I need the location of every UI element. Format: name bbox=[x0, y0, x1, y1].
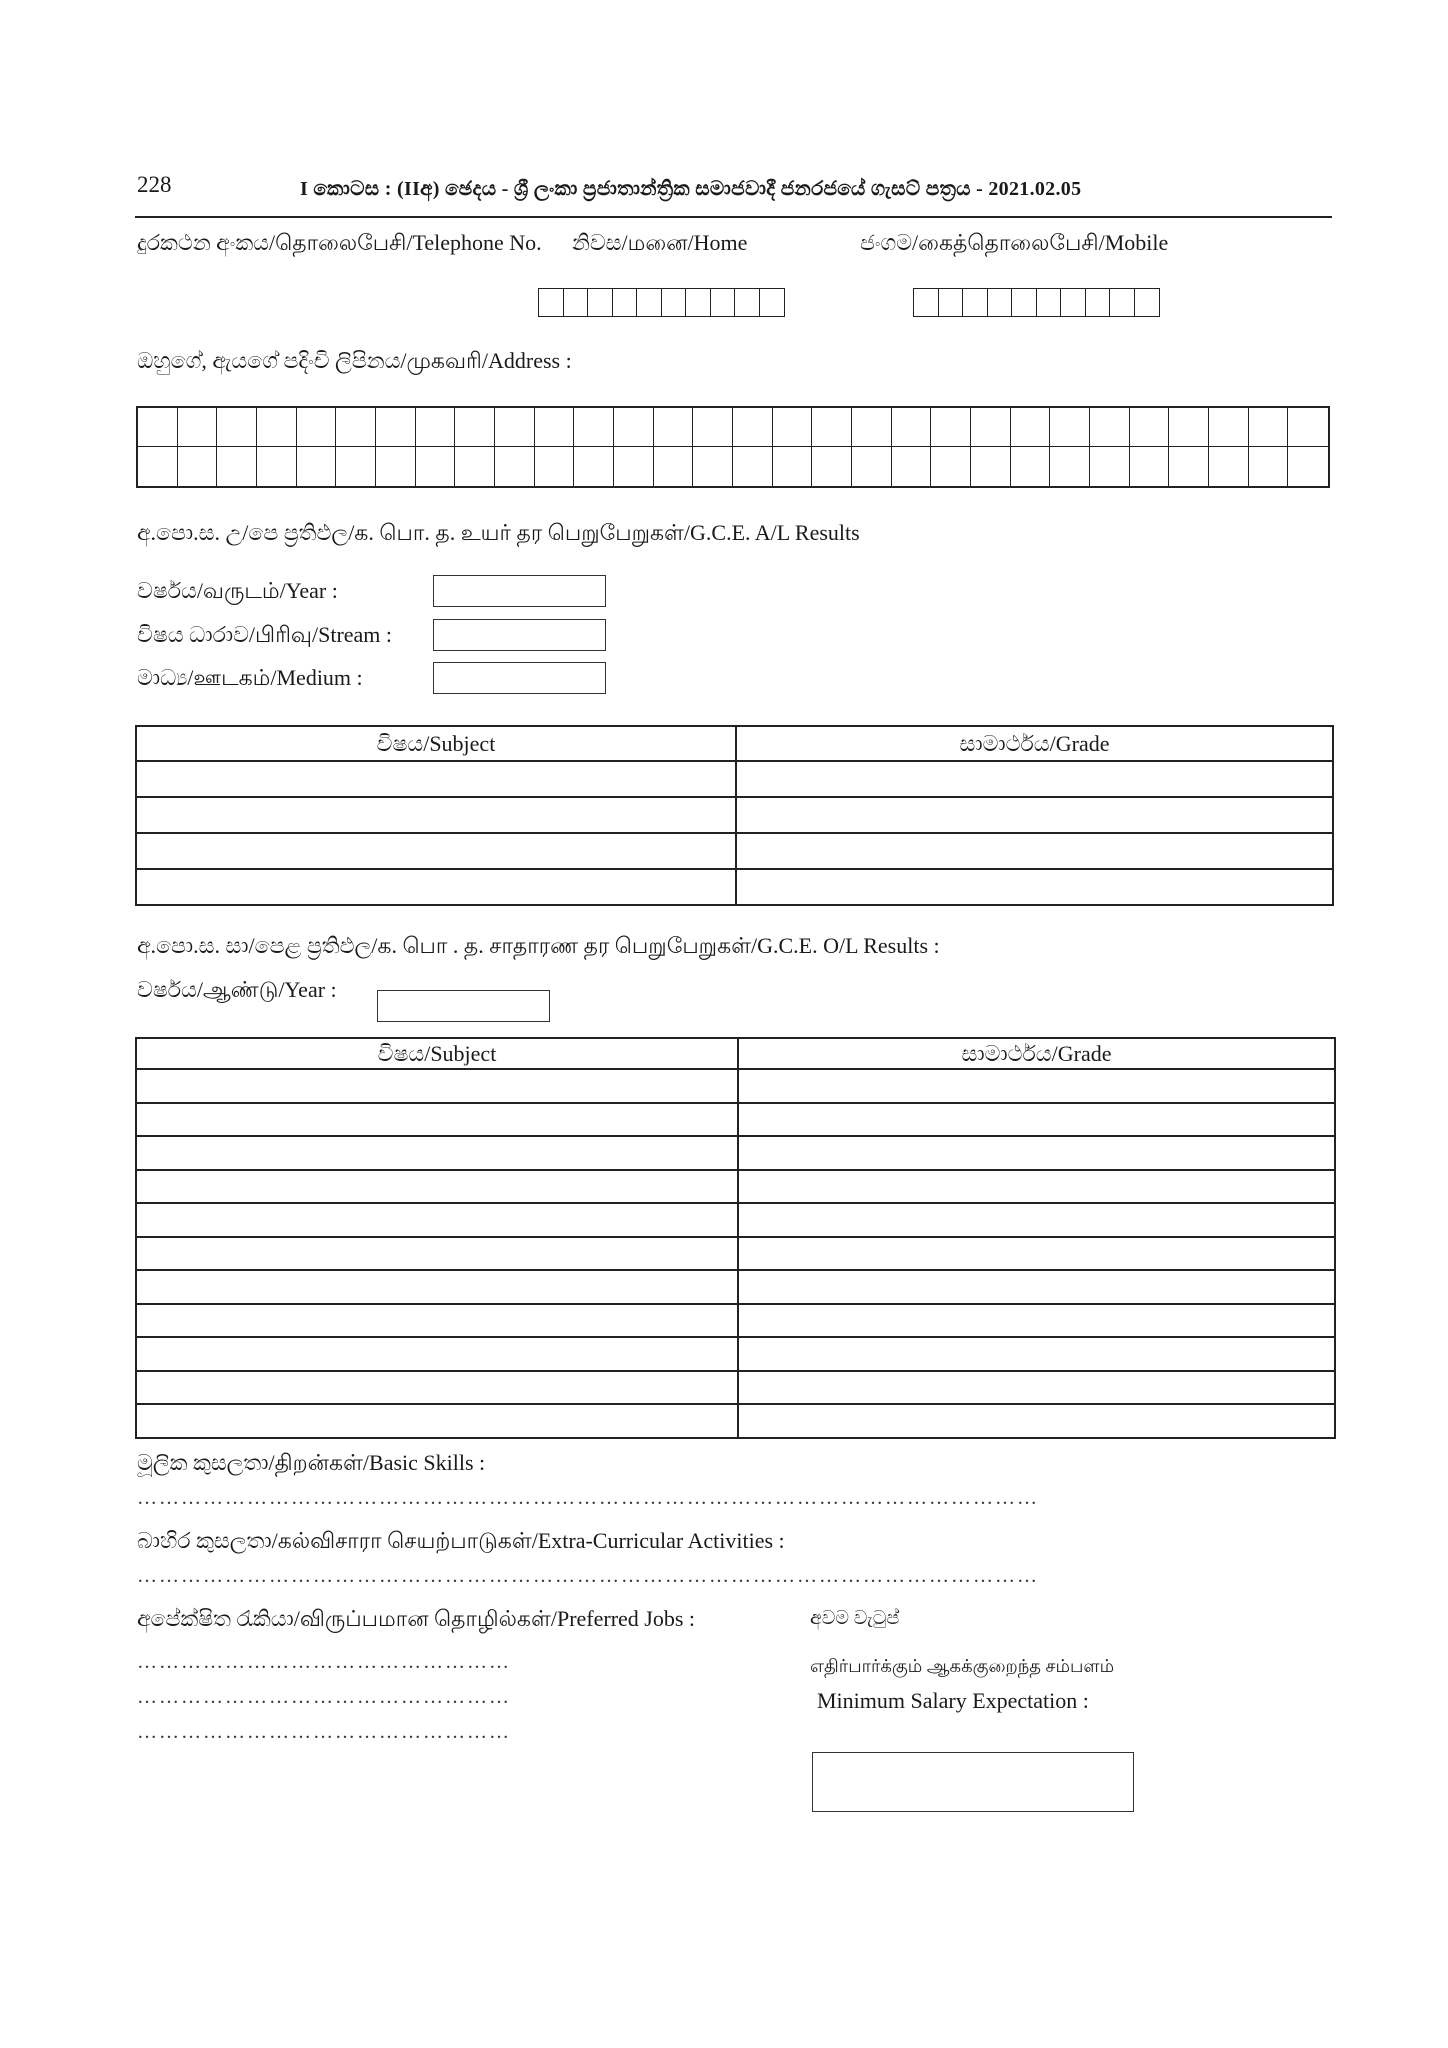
extra-curricular-label: බාහිර කුසලතා/கல்விசாரா செயற்பாடுகள்/Extra-Curricular Activities : bbox=[137, 1528, 785, 1553]
preferred-jobs-label: අපේක්ෂිත රැකියා/விருப்பமான தொழில்கள்/Preferred Jobs : bbox=[137, 1606, 696, 1631]
table-row bbox=[136, 1136, 1335, 1170]
address-char-cell[interactable] bbox=[812, 408, 852, 447]
ol-subject-cell[interactable] bbox=[136, 1170, 738, 1204]
al-subject-cell[interactable] bbox=[136, 761, 736, 797]
al-grade-cell[interactable] bbox=[736, 797, 1333, 833]
table-row bbox=[136, 833, 1333, 869]
ol-grade-cell[interactable] bbox=[738, 1371, 1335, 1405]
salary-tamil-label: எதிர்பார்க்கும் ஆகக்குறைந்த சம்பளம் bbox=[810, 1656, 1115, 1676]
header-divider bbox=[135, 216, 1332, 218]
al-year-label: වර්ෂය/வருடம்/Year : bbox=[137, 578, 338, 603]
address-char-cell[interactable] bbox=[773, 408, 813, 447]
address-char-cell[interactable] bbox=[1090, 408, 1130, 447]
address-char-cell[interactable] bbox=[376, 447, 416, 486]
al-stream-label: විෂය ධාරාව/பிரிவு/Stream : bbox=[137, 622, 393, 647]
al-medium-label: මාධ්‍ය/ஊடகம்/Medium : bbox=[137, 665, 363, 690]
address-char-cell[interactable] bbox=[654, 447, 694, 486]
address-char-cell[interactable] bbox=[535, 408, 575, 447]
address-char-cell[interactable] bbox=[138, 447, 178, 486]
table-row bbox=[136, 1270, 1335, 1304]
al-results-table bbox=[135, 725, 1334, 906]
address-char-cell[interactable] bbox=[1050, 408, 1090, 447]
address-char-cell[interactable] bbox=[654, 408, 694, 447]
address-char-cell[interactable] bbox=[931, 408, 971, 447]
ol-grade-header: සාමාර්ථය/Grade bbox=[738, 1038, 1335, 1069]
address-char-cell[interactable] bbox=[1130, 447, 1170, 486]
address-char-cell[interactable] bbox=[297, 447, 337, 486]
address-input-grid[interactable] bbox=[136, 406, 1330, 488]
basic-skills-label: මූලික කුසලතා/திறன்கள்/Basic Skills : bbox=[137, 1450, 486, 1475]
al-grade-cell[interactable] bbox=[736, 761, 1333, 797]
ol-grade-cell[interactable] bbox=[738, 1270, 1335, 1304]
ol-grade-cell[interactable] bbox=[738, 1304, 1335, 1338]
table-row bbox=[136, 1337, 1335, 1371]
address-char-cell[interactable] bbox=[693, 447, 733, 486]
preferred-job-line[interactable]: …………………………………………… bbox=[137, 1721, 511, 1743]
address-char-cell[interactable] bbox=[217, 408, 257, 447]
address-char-cell[interactable] bbox=[217, 447, 257, 486]
address-char-cell[interactable] bbox=[733, 408, 773, 447]
table-row bbox=[136, 1304, 1335, 1338]
address-char-cell[interactable] bbox=[336, 408, 376, 447]
address-char-cell[interactable] bbox=[574, 408, 614, 447]
ol-grade-cell[interactable] bbox=[738, 1136, 1335, 1170]
ol-subject-cell[interactable] bbox=[136, 1371, 738, 1405]
preferred-job-line[interactable]: …………………………………………… bbox=[137, 1651, 511, 1673]
al-grade-header: සාමාර්ථය/Grade bbox=[736, 726, 1333, 761]
address-char-cell[interactable] bbox=[257, 408, 297, 447]
table-row bbox=[136, 1069, 1335, 1103]
ol-subject-cell[interactable] bbox=[136, 1337, 738, 1371]
address-char-cell[interactable] bbox=[812, 447, 852, 486]
salary-english-label: Minimum Salary Expectation : bbox=[817, 1688, 1089, 1713]
ol-subject-cell[interactable] bbox=[136, 1203, 738, 1237]
address-char-cell[interactable] bbox=[455, 447, 495, 486]
al-year-input[interactable] bbox=[433, 575, 606, 607]
al-medium-input[interactable] bbox=[433, 662, 606, 694]
address-char-cell[interactable] bbox=[971, 408, 1011, 447]
address-char-cell[interactable] bbox=[892, 447, 932, 486]
address-char-cell[interactable] bbox=[297, 408, 337, 447]
address-char-cell[interactable] bbox=[852, 408, 892, 447]
al-subject-cell[interactable] bbox=[136, 833, 736, 869]
table-row bbox=[136, 869, 1333, 905]
table-row bbox=[136, 797, 1333, 833]
address-char-cell[interactable] bbox=[1169, 408, 1209, 447]
ol-subject-cell[interactable] bbox=[136, 1069, 738, 1103]
address-char-cell[interactable] bbox=[178, 408, 218, 447]
mobile-label: ජංගම/கைத்தொலைபேசி/Mobile bbox=[860, 230, 1169, 255]
address-char-cell[interactable] bbox=[614, 408, 654, 447]
address-char-cell[interactable] bbox=[733, 447, 773, 486]
address-char-cell[interactable] bbox=[693, 408, 733, 447]
ol-grade-cell[interactable] bbox=[738, 1237, 1335, 1271]
ol-subject-cell[interactable] bbox=[136, 1136, 738, 1170]
al-subject-header: විෂය/Subject bbox=[136, 726, 736, 761]
address-char-cell[interactable] bbox=[1209, 447, 1249, 486]
ol-subject-cell[interactable] bbox=[136, 1103, 738, 1137]
preferred-job-line[interactable]: …………………………………………… bbox=[137, 1686, 511, 1708]
address-char-cell[interactable] bbox=[971, 447, 1011, 486]
al-stream-input[interactable] bbox=[433, 619, 606, 651]
address-char-cell[interactable] bbox=[1209, 408, 1249, 447]
telephone-label: දුරකථන අංකය/தொலைபேசி/Telephone No. bbox=[137, 230, 542, 255]
address-char-cell[interactable] bbox=[138, 408, 178, 447]
basic-skills-line[interactable]: …………………………………………………………………………………………………………… bbox=[137, 1487, 1039, 1509]
address-char-cell[interactable] bbox=[1249, 408, 1289, 447]
address-char-cell[interactable] bbox=[614, 447, 654, 486]
al-grade-cell[interactable] bbox=[736, 869, 1333, 905]
address-char-cell[interactable] bbox=[257, 447, 297, 486]
address-char-cell[interactable] bbox=[892, 408, 932, 447]
al-subject-cell[interactable] bbox=[136, 869, 736, 905]
ol-results-heading: අ.පො.ස. සා/පෙළ ප්‍රතිඵල/க. பொ . த. சாதாரண தர பெறுபேறுகள்/G.C.E. O/L Results : bbox=[137, 933, 940, 958]
page-header-title: I කොටස : (IIඅ) ඡෙදය - ශ්‍රී ලංකා ප්‍රජාතාන්ත්‍රික සමාජවාදී ජනරජයේ ගැසට් පත්‍රය - 2021.02.05 bbox=[300, 178, 1082, 200]
ol-subject-cell[interactable] bbox=[136, 1304, 738, 1338]
table-row bbox=[136, 1103, 1335, 1137]
address-char-cell[interactable] bbox=[495, 447, 535, 486]
salary-expectation-input[interactable] bbox=[812, 1752, 1134, 1812]
salary-sinhala-label: අවම වැටුප් bbox=[810, 1608, 900, 1629]
al-results-heading: අ.පො.ස. උ/පෙ ප්‍රතිඵල/க. பொ. த. உயர் தர பெறுபேறுகள்/G.C.E. A/L Results bbox=[137, 520, 860, 545]
address-char-cell[interactable] bbox=[773, 447, 813, 486]
address-label: ඔහුගේ, ඇයගේ පදිංචි ලිපිනය/முகவரி/Address : bbox=[137, 348, 572, 373]
address-char-cell[interactable] bbox=[574, 447, 614, 486]
ol-results-table bbox=[135, 1037, 1336, 1439]
address-char-cell[interactable] bbox=[852, 447, 892, 486]
address-char-cell[interactable] bbox=[178, 447, 218, 486]
ol-year-label: වර්ෂය/ஆண்டு/Year : bbox=[137, 977, 337, 1002]
address-char-cell[interactable] bbox=[1090, 447, 1130, 486]
ol-year-input[interactable] bbox=[377, 990, 550, 1022]
ol-grade-cell[interactable] bbox=[738, 1170, 1335, 1204]
table-row bbox=[136, 1371, 1335, 1405]
address-char-cell[interactable] bbox=[455, 408, 495, 447]
address-char-cell[interactable] bbox=[1169, 447, 1209, 486]
address-char-cell[interactable] bbox=[535, 447, 575, 486]
address-char-cell[interactable] bbox=[931, 447, 971, 486]
address-char-cell[interactable] bbox=[1011, 408, 1051, 447]
ol-subject-cell[interactable] bbox=[136, 1237, 738, 1271]
home-phone-input[interactable] bbox=[538, 288, 785, 317]
ol-grade-cell[interactable] bbox=[738, 1103, 1335, 1137]
ol-subject-cell[interactable] bbox=[136, 1404, 738, 1438]
home-label: නිවස/மனை/Home bbox=[572, 230, 748, 255]
address-char-cell[interactable] bbox=[336, 447, 376, 486]
al-grade-cell[interactable] bbox=[736, 833, 1333, 869]
table-row bbox=[136, 1237, 1335, 1271]
address-char-cell[interactable] bbox=[1050, 447, 1090, 486]
page-number: 228 bbox=[137, 172, 172, 197]
address-char-cell[interactable] bbox=[1288, 408, 1328, 447]
extra-curricular-line[interactable]: …………………………………………………………………………………………………………… bbox=[137, 1565, 1039, 1587]
address-char-cell[interactable] bbox=[495, 408, 535, 447]
ol-grade-cell[interactable] bbox=[738, 1337, 1335, 1371]
table-row bbox=[136, 761, 1333, 797]
table-row bbox=[136, 1404, 1335, 1438]
address-char-cell[interactable] bbox=[1249, 447, 1289, 486]
address-char-cell[interactable] bbox=[1011, 447, 1051, 486]
table-row bbox=[136, 1203, 1335, 1237]
al-subject-cell[interactable] bbox=[136, 797, 736, 833]
address-char-cell[interactable] bbox=[416, 408, 456, 447]
table-row bbox=[136, 1170, 1335, 1204]
ol-grade-cell[interactable] bbox=[738, 1203, 1335, 1237]
mobile-phone-input[interactable] bbox=[913, 288, 1160, 317]
address-char-cell[interactable] bbox=[376, 408, 416, 447]
address-char-cell[interactable] bbox=[1288, 447, 1328, 486]
ol-subject-cell[interactable] bbox=[136, 1270, 738, 1304]
ol-grade-cell[interactable] bbox=[738, 1069, 1335, 1103]
ol-grade-cell[interactable] bbox=[738, 1404, 1335, 1438]
address-char-cell[interactable] bbox=[416, 447, 456, 486]
ol-subject-header: විෂය/Subject bbox=[136, 1038, 738, 1069]
address-char-cell[interactable] bbox=[1130, 408, 1170, 447]
